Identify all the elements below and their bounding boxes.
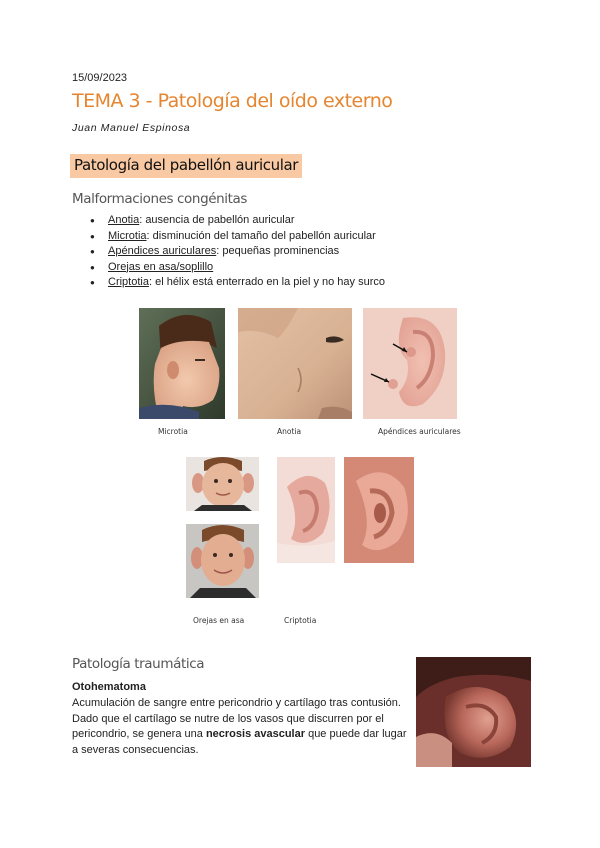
list-item <box>90 229 385 245</box>
paragraph-text-1: Acumulación de sangre entre pericondrio y cartílago tras contusión. Dado que el cartílago se nutre de los vasos que discurren por el pericondrio, se genera una <box>72 697 401 740</box>
document-title: TEMA 3 - Patología del oído externo <box>72 90 393 112</box>
list-item-text: : pequeñas prominencias <box>216 245 340 257</box>
paragraph-text-2: que puede dar lugar a severas consecuencias. <box>72 728 407 756</box>
list-item-text: : el hélix está enterrado en la piel y no hay surco <box>148 276 385 288</box>
list-item-text: : disminución del tamaño del pabellón auricular <box>146 229 376 242</box>
list-item-term: Anotia <box>108 214 140 226</box>
orejas-en-asa-photo-1 <box>186 457 259 511</box>
subsection-heading-traumatica: Patología traumática <box>72 656 205 672</box>
apendices-photo <box>363 308 457 419</box>
otohematoma-paragraph <box>72 696 407 758</box>
orejas-en-asa-photo-2 <box>186 524 259 598</box>
list-item <box>90 213 385 229</box>
list-item <box>90 244 385 260</box>
list-item-text: : ausencia de pabellón auricular <box>139 214 295 226</box>
criptotia-photo-2 <box>344 457 414 563</box>
caption-microtia: Microtia <box>158 427 188 436</box>
list-item <box>90 275 385 291</box>
section-heading: Patología del pabellón auricular <box>70 154 302 178</box>
list-item <box>90 260 385 276</box>
microtia-photo <box>139 308 225 419</box>
anotia-photo <box>238 308 352 419</box>
list-item-term: Orejas en asa/soplillo <box>108 260 214 273</box>
paragraph-bold-term: necrosis avascular <box>205 728 306 740</box>
document-author: Juan Manuel Espinosa <box>72 122 191 134</box>
otohematoma-photo <box>416 657 531 767</box>
caption-anotia: Anotia <box>277 427 302 436</box>
caption-criptotia: Criptotia <box>284 616 317 625</box>
document-date: 15/09/2023 <box>72 72 128 84</box>
list-item-term: Apéndices auriculares <box>108 245 217 257</box>
caption-apendices: Apéndices auriculares <box>378 427 461 436</box>
malformations-list <box>90 213 385 291</box>
caption-orejas-en-asa: Orejas en asa <box>193 616 245 625</box>
criptotia-photo-1 <box>277 457 335 563</box>
subsection-heading-malformaciones: Malformaciones congénitas <box>72 191 248 207</box>
list-item-term: Microtia <box>108 229 147 242</box>
otohematoma-heading: Otohematoma <box>72 681 146 693</box>
list-item-term: Criptotia <box>108 276 149 288</box>
